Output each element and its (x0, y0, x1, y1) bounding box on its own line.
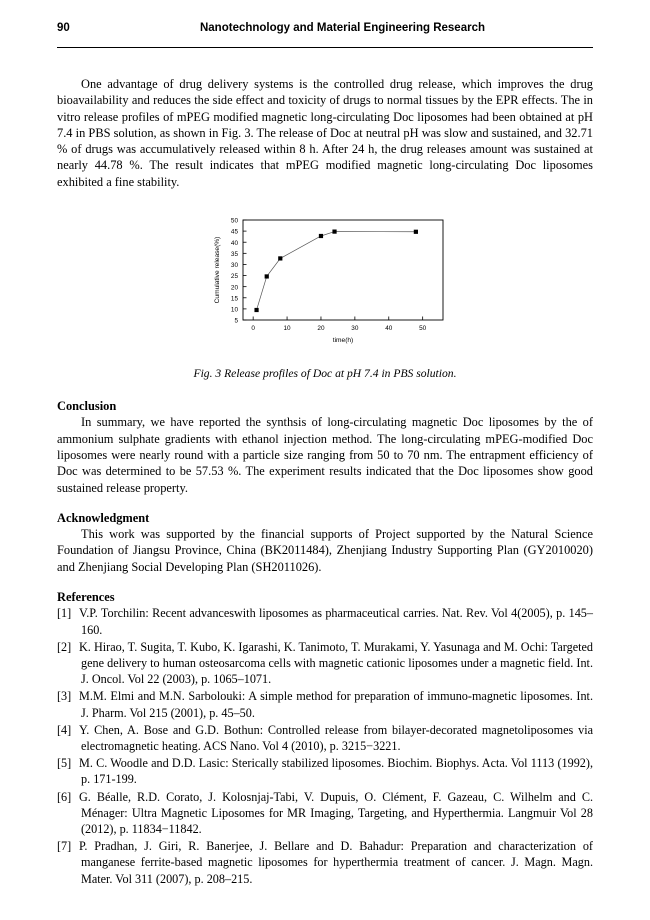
reference-list (57, 605, 593, 886)
y-tick-label: 40 (230, 239, 238, 247)
x-tick-label: 10 (283, 325, 291, 333)
page-header (57, 22, 593, 34)
y-tick-label: 10 (230, 306, 238, 314)
reference-item (57, 838, 593, 887)
y-tick-label: 30 (230, 262, 238, 270)
reference-number: [2] (57, 639, 72, 654)
reference-text: V.P. Torchilin: Recent advanceswith liposomes as pharmaceutical carries. Nat. Rev. Vol 4(2005), p. 145–160. (79, 606, 593, 637)
data-point-marker (332, 230, 336, 234)
x-tick-label: 40 (385, 325, 393, 333)
plot-frame (243, 220, 443, 320)
running-title: Nanotechnology and Material Engineering Research (199, 22, 485, 34)
page-number: 90 (57, 22, 70, 34)
reference-text: Y. Chen, A. Bose and G.D. Bothun: Controlled release from bilayer-decorated magnetoliposomes via electromagnetic heating. ACS Nano. Vol 4 (2010), p. 3215−3221. (79, 722, 593, 753)
reference-text: P. Pradhan, J. Giri, R. Banerjee, J. Bellare and D. Bahadur: Preparation and characterization of manganese ferrite-based magnetic liposomes for hyperthermia treatment of cancer. J. Magn. Magn. Mater. Vol 311 (2007), p. 208–215. (79, 839, 593, 886)
y-tick-label: 5 (234, 317, 238, 325)
reference-text: M. C. Woodle and D.D. Lasic: Sterically stabilized liposomes. Biochim. Biophys. Acta. Vol 1113 (1992), p. 171-199. (79, 756, 593, 787)
reference-item (57, 722, 593, 754)
reference-number: [1] (57, 606, 72, 621)
reference-item (57, 688, 593, 720)
x-tick-label: 20 (317, 325, 325, 333)
chart-svg (195, 208, 455, 358)
y-tick-label: 25 (230, 273, 238, 281)
reference-text: K. Hirao, T. Sugita, T. Kubo, K. Igarashi, K. Tanimoto, T. Murakami, Y. Yasunaga and M. Ochi: Targeted gene delivery to human osteosarcoma cells with magnetic cationic liposomes under a magnetic field. Int. J. Oncol. Vol 22 (2003), p. 1065–1071. (79, 639, 593, 687)
reference-text: M.M. Elmi and M.N. Sarbolouki: A simple method for preparation of immuno-magnetic liposomes. Int. J. Pharm. Vol 215 (2001), p. 45–50. (79, 689, 593, 720)
data-point-marker (254, 308, 258, 312)
figure-caption: Fig. 3 Release profiles of Doc at pH 7.4 in PBS solution. (193, 367, 457, 381)
release-profile-chart (195, 208, 455, 358)
data-point-marker (278, 256, 282, 260)
x-axis-label: time(h) (332, 337, 354, 345)
page-content (57, 76, 593, 888)
reference-number: [5] (57, 756, 72, 771)
figure-3 (57, 208, 593, 380)
x-tick-label: 50 (419, 325, 427, 333)
y-tick-label: 15 (230, 295, 238, 303)
reference-item (57, 639, 593, 688)
acknowledgment-heading: Acknowledgment (57, 510, 150, 525)
reference-number: [3] (57, 689, 72, 704)
y-tick-label: 45 (230, 228, 238, 236)
reference-number: [4] (57, 722, 72, 737)
intro-paragraph: One advantage of drug delivery systems is the controlled drug release, which improves the drug bioavailability and reduces the side effect and toxicity of drugs to normal tissues by the EPR effects. The in vitro release profiles of mPEG modified magnetic long-circulating Doc liposomes had been obtained at pH 7.4 in PBS solution, as shown in Fig. 3. The release of Doc at neutral pH was slow and sustained, and 32.71 % of drugs was accumulatively released within 8 h. After 24 h, the drug releases amount was sustained at nearly 44.78 %. The result indicates that mPEG modified magnetic long-circulating Doc liposomes exhibited a fine stability. (57, 77, 593, 189)
y-axis-label: Cumulative release(%) (214, 236, 221, 304)
x-tick-label: 30 (351, 325, 359, 333)
conclusion-heading: Conclusion (57, 399, 117, 414)
data-point-marker (414, 230, 418, 234)
reference-number: [6] (57, 789, 72, 804)
x-tick-label: 0 (251, 325, 255, 333)
reference-text: G. Béalle, R.D. Corato, J. Kolosnjaj-Tabi, V. Dupuis, O. Clément, F. Gazeau, C. Wilhelm and C. Ménager: Ultra Magnetic Liposomes for MR Imaging, Targeting, and Hyperthermia. Langmuir Vol 28 (2012), p. 11834−11842. (79, 789, 593, 836)
series-line (257, 232, 416, 310)
reference-item (57, 755, 593, 787)
y-tick-label: 35 (230, 251, 238, 259)
reference-item (57, 789, 593, 838)
data-point-marker (319, 234, 323, 238)
data-point-marker (265, 274, 269, 278)
y-tick-label: 50 (230, 217, 238, 225)
reference-item (57, 605, 593, 637)
y-tick-label: 20 (230, 284, 238, 292)
reference-number: [7] (57, 839, 72, 854)
references-heading: References (57, 590, 115, 605)
acknowledgment-paragraph: This work was supported by the financial supports of Project supported by the Natural Science Foundation of Jiangsu Province, China (BK2011484), Zhenjiang Industry Supporting Plan (GY2010020) and Zhenjiang Social Developing Plan (SH2011026). (57, 527, 593, 574)
conclusion-paragraph: In summary, we have reported the synthsis of long-circulating magnetic Doc liposomes by the of ammonium sulphate gradients with ethanol injection method. The long-circulating mPEG-modified Doc liposomes were nearly round with a particle size ranging from 50 to 70 nm. The entrapment efficiency of Doc was determined to be 57.53 %. The experiment results indicated that the Doc liposomes show good sustained release property. (57, 415, 593, 495)
header-divider (57, 47, 593, 48)
